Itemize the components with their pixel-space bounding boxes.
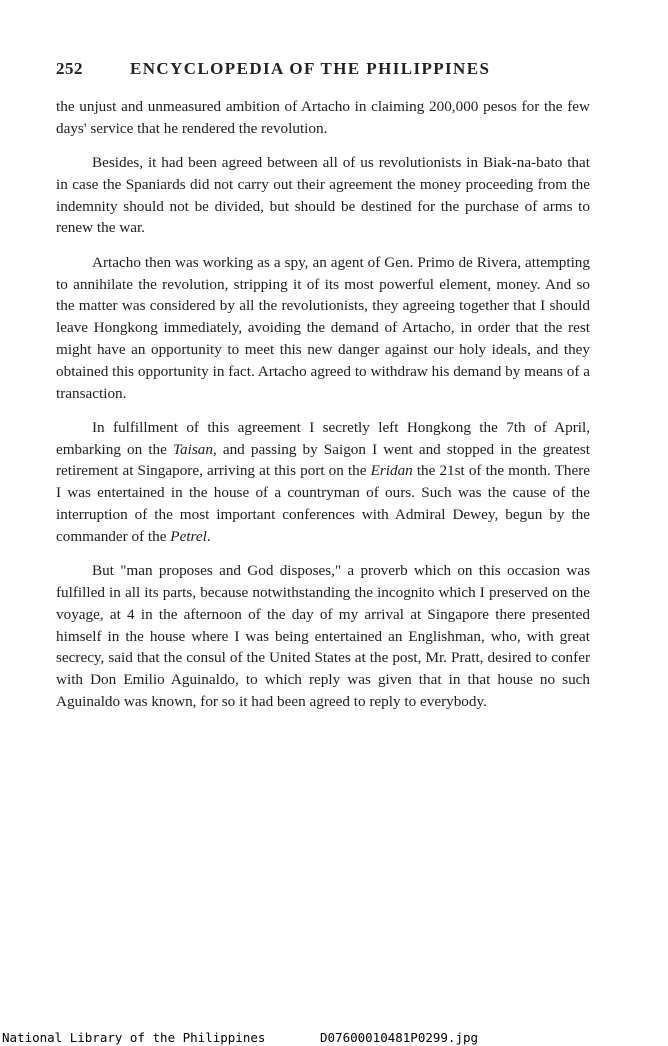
paragraph-4-part-a: In fulfillment of this agreement I secretly left Hongkong the 7th of April, embarking on the bbox=[56, 418, 590, 458]
running-title: ENCYCLOPEDIA OF THE PHILIPPINES bbox=[130, 59, 491, 78]
paragraph-4-part-c: the 21st of the month. There I was entertained in the house of a countryman of ours. Such was the cause of the interruption of the most important conferences with Admiral Dewey, begun by the commander of the bbox=[56, 462, 591, 545]
ship-name-petrel: Petrel bbox=[170, 527, 207, 545]
paragraph-5: But "man proposes and God disposes," a proverb which on this occasion was fulfilled in all its parts, because notwithstanding the incognito which I preserved on the voyage, at 4 in the afternoon of the day of my arrival at Singapore there presented himself in the house where I was being entertained an Englishman, who, with great secrecy, said that the consul of the United States at the post, Mr. Pratt, desired to confer with Don Emilio Aguinaldo, to which reply was given that in that house no such Aguinaldo was known, for so it had been agreed to reply to everybody. bbox=[56, 562, 590, 710]
paragraph-4 bbox=[56, 417, 590, 548]
paragraph-1: the unjust and unmeasured ambition of Artacho in claiming 200,000 pesos for the few days' service that he rendered the revolution. bbox=[56, 98, 590, 137]
paragraph-4-part-d: . bbox=[206, 527, 211, 545]
paragraph-4-part-b: , and passing by Saigon I went and stopped in the greatest retirement at Singapore, arriving at this port on the bbox=[56, 440, 590, 480]
ship-name-eridan: Eridan bbox=[370, 462, 413, 480]
image-filename: D07600010481P0299.jpg bbox=[320, 1030, 479, 1045]
paragraph-2: Besides, it had been agreed between all of us revolutionists in Biak-na-bato that in case the Spaniards did not carry out their agreement the money proceeding from the indemnity should not be divided, but should be destined for the purchase of arms to renew the war. bbox=[56, 154, 590, 237]
paragraph-3: Artacho then was working as a spy, an agent of Gen. Primo de Rivera, attempting to annihilate the revolution, stripping it of its most powerful element, money. And so the matter was considered by all the revolutionists, they agreeing together that I should leave Hongkong immediately, avoiding the demand of Artacho, in order that the rest might have an opportunity to meet this new danger against our holy ideals, and they obtained this opportunity in fact. Artacho agreed to withdraw his demand by means of a transaction. bbox=[56, 253, 590, 402]
body-text bbox=[56, 96, 590, 725]
library-credit: National Library of the Philippines bbox=[2, 1030, 266, 1045]
scan-footer bbox=[0, 1028, 668, 1044]
ship-name-taisan: Taisan bbox=[172, 440, 213, 458]
page-header bbox=[56, 59, 596, 83]
page-number: 252 bbox=[56, 59, 83, 78]
